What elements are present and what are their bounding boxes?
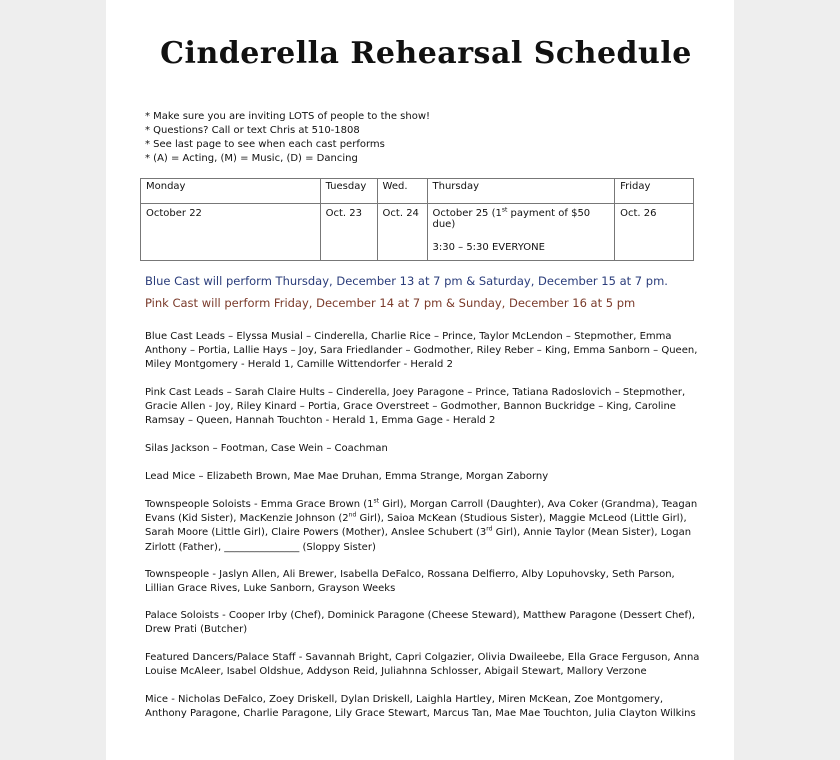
table-header-cell: Wed. [377,179,427,204]
ordinal-suffix: rd [486,526,493,534]
table-header-cell: Friday [615,179,694,204]
thursday-payment-text: October 25 (1 [432,208,502,219]
soloists-text: Girl), Morgan Carroll (Daughter), Ava Coker (Grandma), Teagan Evans (Kid Sister), MacKenzie Johnson (2 [145,499,698,525]
soloists-text: Girl), Saioa McKean (Studious Sister), Maggie McLeod (Little Girl), Sarah Moore (Little Girl), Claire Powers (Mother), Anslee Schubert (3 [145,513,687,539]
note-item: * (A) = Acting, (M) = Music, (D) = Dancing [145,153,358,164]
thursday-payment-note [433,208,610,230]
table-cell: Oct. 26 [615,204,694,261]
pink-cast-leads: Pink Cast Leads – Sarah Claire Hults – Cinderella, Joey Paragone – Prince, Tatiana Radoslovich – Stepmother, Gracie Allen - Joy, Riley Kinard – Portia, Grace Overstreet – Godmother, Bannon Buckridge – King, Caroline Ramsay – Queen, Hannah Touchton - Herald 1, Emma Gage - Herald 2 [145,387,686,427]
table-row [141,204,694,261]
table-header-cell: Tuesday [320,179,377,204]
soloists-text: Girl), Annie Taylor (Mean Sister), Logan Zirlott (Father), _______________ (Sloppy Sister) [145,527,692,553]
featured-dancers: Featured Dancers/Palace Staff - Savannah Bright, Capri Colgazier, Olivia Dwaileebe, Ella Grace Ferguson, Anna Louise McAleer, Isabel Oldshue, Addyson Reid, Juliahnna Schlosser, Abigail Stewart, Mallory Verzone [145,652,700,678]
ordinal-suffix: st [501,206,508,214]
table-cell: Oct. 23 [320,204,377,261]
table-header-cell: Monday [141,179,321,204]
schedule-table [140,178,694,261]
lead-mice: Lead Mice – Elizabeth Brown, Mae Mae Druhan, Emma Strange, Morgan Zaborny [145,471,549,482]
table-cell: October 22 [141,204,321,261]
townspeople: Townspeople - Jaslyn Allen, Ali Brewer, Isabella DeFalco, Rossana Delfierro, Alby Lopuhovsky, Seth Parson, Lillian Grace Rives, Luke Sanborn, Grayson Weeks [145,569,675,595]
note-item: * See last page to see when each cast performs [145,139,385,150]
document-page [106,0,734,760]
ordinal-suffix: nd [348,511,357,519]
blue-cast-performance: Blue Cast will perform Thursday, December 13 at 7 pm & Saturday, December 15 at 7 pm. [145,274,668,288]
note-item: * Questions? Call or text Chris at 510-1808 [145,125,360,136]
footman-coachman: Silas Jackson – Footman, Case Wein – Coachman [145,443,388,454]
table-header-row [141,179,694,204]
table-cell: Oct. 24 [377,204,427,261]
blue-cast-leads: Blue Cast Leads – Elyssa Musial – Cinderella, Charlie Rice – Prince, Taylor McLendon – Stepmother, Emma Anthony – Portia, Lallie Hays – Joy, Sara Friedlander – Godmother, Riley Reber – King, Emma Sanborn – Queen, Miley Montgomery - Herald 1, Camille Wittendorfer - Herald 2 [145,331,698,371]
soloists-text: Townspeople Soloists - Emma Grace Brown (1 [145,499,374,510]
townspeople-soloists [145,498,705,555]
notes-list [145,110,430,166]
note-item: * Make sure you are inviting LOTS of people to the show! [145,111,431,122]
table-header-cell: Thursday [427,179,615,204]
table-cell-thursday [427,204,615,261]
thursday-payment-text: payment of $50 due) [432,208,591,230]
palace-soloists: Palace Soloists - Cooper Irby (Chef), Dominick Paragone (Cheese Steward), Matthew Paragone (Dessert Chef), Drew Prati (Butcher) [145,610,696,636]
page-title: Cinderella Rehearsal Schedule [160,36,692,71]
thursday-time: 3:30 – 5:30 EVERYONE [432,242,545,253]
mice: Mice - Nicholas DeFalco, Zoey Driskell, Dylan Driskell, Laighla Hartley, Miren McKean, Zoe Montgomery, Anthony Paragone, Charlie Paragone, Lily Grace Stewart, Marcus Tan, Mae Mae Touchton, Julia Clayton Wilkins [145,694,696,720]
ordinal-suffix: st [373,497,380,505]
pink-cast-performance: Pink Cast will perform Friday, December 14 at 7 pm & Sunday, December 16 at 5 pm [145,296,636,310]
